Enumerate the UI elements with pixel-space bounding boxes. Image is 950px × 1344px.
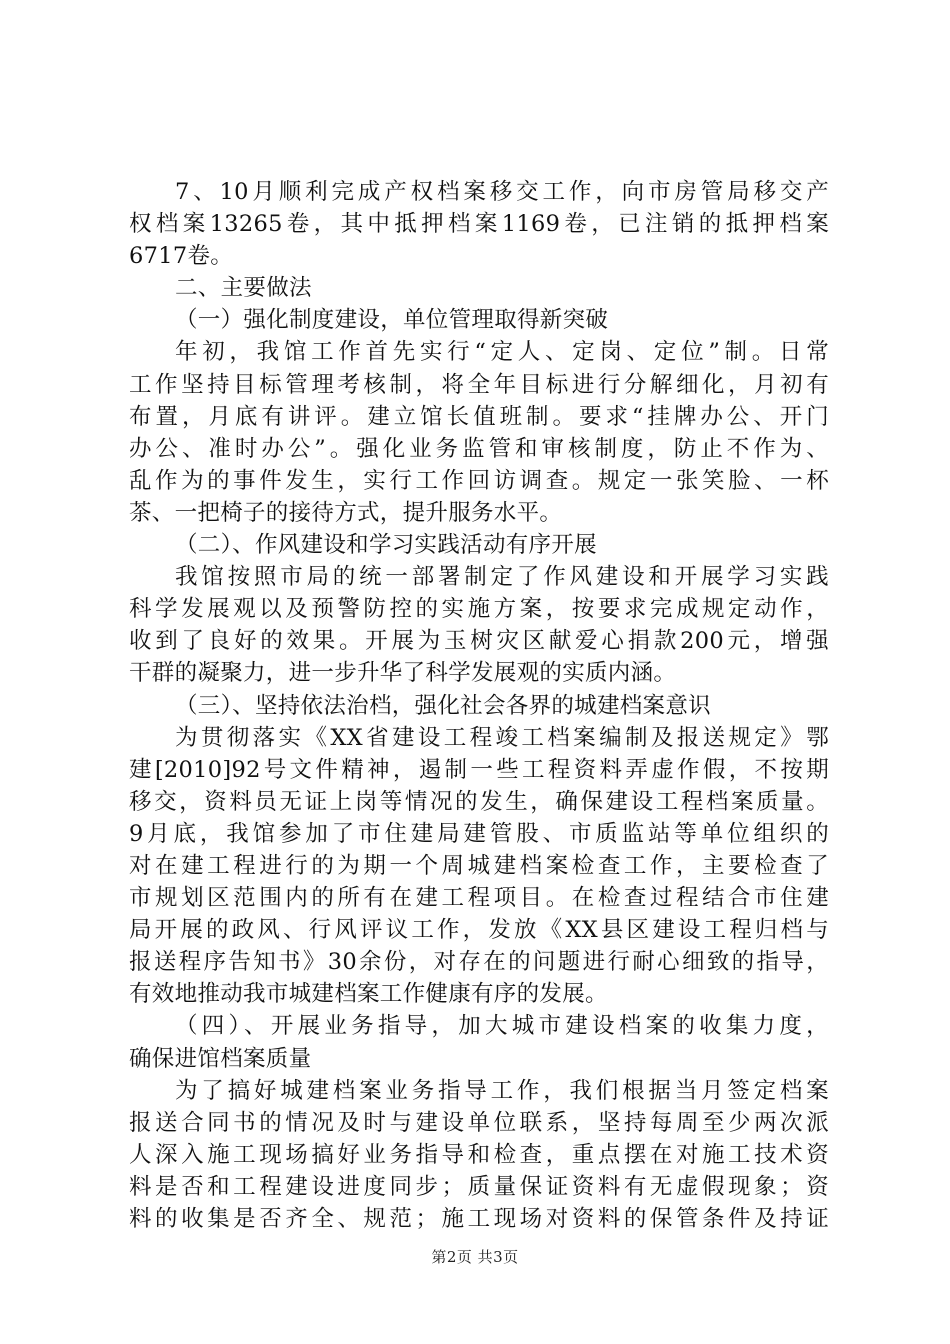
text-line: 料的收集是否齐全、规范；施工现场对资料的保管条件及持证 [129,1206,829,1232]
text-line: 为贯彻落实《XX省建设工程竣工档案编制及报送规定》鄂 [175,724,829,751]
text-line: 权档案13265卷，其中抵押档案1169卷，已注销的抵押档案 [129,211,829,238]
text-line: 9月底，我馆参加了市住建局建管股、市质监站等单位组织的 [129,820,829,847]
text-line: 有效地推动我市城建档案工作健康有序的发展。 [129,981,608,1008]
text-line: 市规划区范围内的所有在建工程项目。在检查过程结合市住建 [129,885,829,912]
page-footer: 第2页 共3页 [431,1248,519,1266]
text-line: 局开展的政风、行风评议工作，发放《XX县区建设工程归档与 [129,917,829,944]
text-line: 报送合同书的情况及时与建设单位联系，坚持每周至少两次派 [129,1109,829,1136]
text-line: 料是否和工程建设进度同步；质量保证资料有无虚假现象；资 [129,1173,829,1200]
text-line: 收到了良好的效果。开展为玉树灾区献爱心捐款200元，增强 [129,628,829,655]
text-line: 茶、一把椅子的接待方式，提升服务水平。 [129,499,563,526]
text-line: 办公、准时办公”。强化业务监管和审核制度，防止不作为、 [129,435,829,462]
text-line: （二）、作风建设和学习实践活动有序开展 [175,532,597,559]
text-line: 工作坚持目标管理考核制，将全年目标进行分解细化，月初有 [129,371,829,398]
text-line: 移交，资料员无证上岗等情况的发生，确保建设工程档案质量。 [129,788,829,815]
text-line: （一）强化制度建设，单位管理取得新突破 [175,307,609,334]
text-line: 布置，月底有讲评。建立馆长值班制。要求“挂牌办公、开门 [129,403,829,430]
body-text [129,176,829,1235]
text-line: 我馆按照市局的统一部署制定了作风建设和开展学习实践 [175,564,829,591]
text-line: 科学发展观以及预警防控的实施方案，按要求完成规定动作， [129,596,829,623]
text-line: 建[2010]92号文件精神，遏制一些工程资料弄虚作假，不按期 [129,756,829,783]
text-line: 年初，我馆工作首先实行“定人、定岗、定位”制。日常 [175,339,829,366]
text-line: 报送程序告知书》30余份，对存在的问题进行耐心细致的指导， [129,949,829,976]
text-line: 6717卷。 [129,243,234,270]
text-line: 对在建工程进行的为期一个周城建档案检查工作，主要检查了 [129,852,829,879]
text-line: 二、主要做法 [175,275,312,302]
text-line: 干群的凝聚力，进一步升华了科学发展观的实质内涵。 [129,660,677,687]
text-line: 为了搞好城建档案业务指导工作，我们根据当月签定档案 [175,1077,829,1104]
text-line: 乱作为的事件发生，实行工作回访调查。规定一张笑脸、一杯 [129,467,829,494]
text-line: （三）、坚持依法治档，强化社会各界的城建档案意识 [175,692,711,719]
text-line: 7、10月顺利完成产权档案移交工作，向市房管局移交产 [175,179,829,205]
text-line: 人深入施工现场搞好业务指导和检查，重点摆在对施工技术资 [129,1141,829,1168]
text-line: 确保进馆档案质量 [129,1045,312,1072]
text-line: （四）、开展业务指导，加大城市建设档案的收集力度， [175,1013,829,1040]
